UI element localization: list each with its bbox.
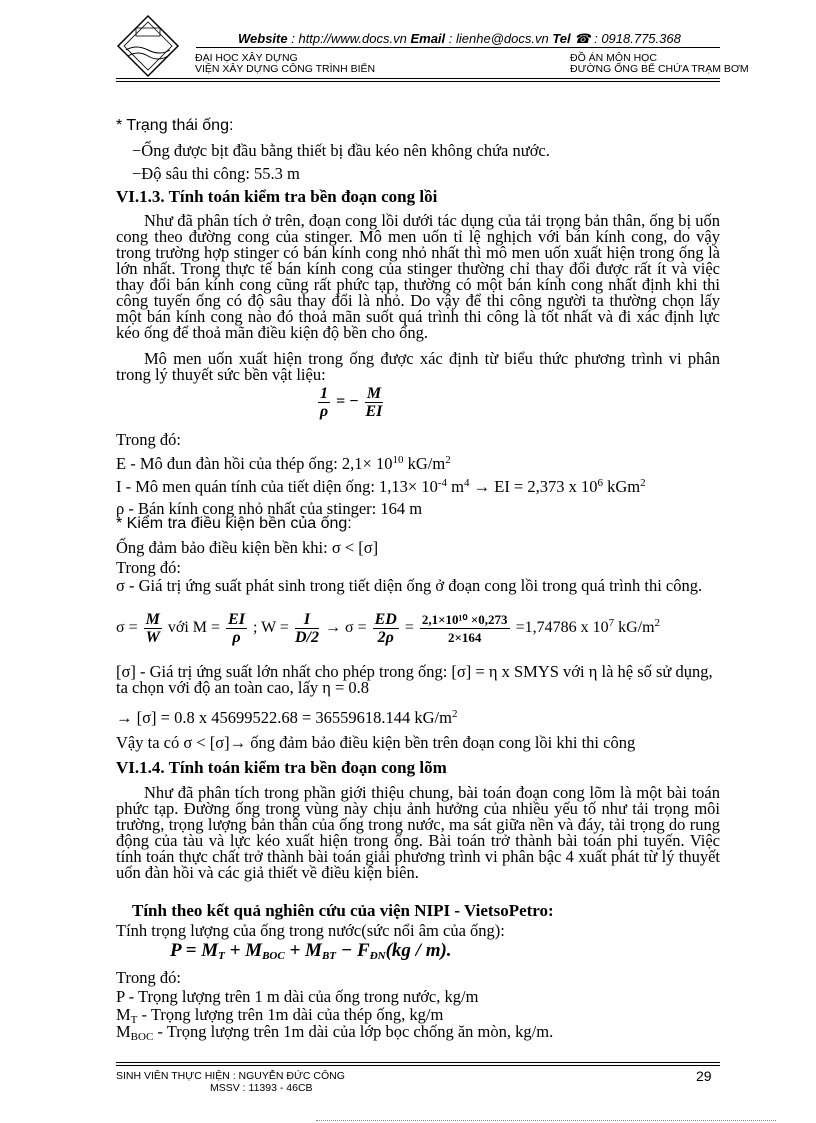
where-label-3: Trong đó: bbox=[116, 968, 181, 987]
equation-stress bbox=[116, 611, 660, 646]
eq3-minus: − F bbox=[336, 940, 370, 961]
allowable-calc-exponent: 2 bbox=[451, 708, 458, 720]
mboc-symbol: M bbox=[116, 1022, 131, 1041]
eq3-plus-1: + M bbox=[224, 940, 263, 961]
header-right bbox=[570, 53, 749, 75]
eq2-result: =1,74786 x 10 bbox=[515, 619, 609, 637]
eq2-f5-numerator: 2,1×10¹⁰ ×0,273 bbox=[421, 612, 508, 627]
modulus-exponent: 10 bbox=[392, 454, 404, 466]
phone-icon: ☎ bbox=[574, 31, 591, 46]
institute-name: VIỆN XÂY DỰNG CÔNG TRÌNH BIỂN bbox=[195, 63, 376, 75]
eq2-f3-denominator: D/2 bbox=[294, 629, 319, 646]
concave-paragraph: Như đã phân tích trong phần giới thiệu chung, bài toán đoạn cong lõm là một bài toán phức tạp. Đường ống trong vùng này chịu ảnh hưởng của nhiều yếu tố như tải trọng môi trường, trọng lượng bản thân của ống trong nước, ma sát giữa nền và đáy, tải trọng do rung động của tàu và lực kéo xuất hiện trong ống. Bài toán trở thành bài toán phi tuyến. Việc tính toán thực chất trở thành bài toán giải phương trình vi phân bậc 4 xuất phát từ lý thuyết uốn đàn hồi và các giả thiết về điều kiện biên. bbox=[116, 783, 720, 882]
inertia-text: I - Mô men quán tính của tiết diện ống: 1,13× 10 bbox=[116, 477, 438, 496]
header-divider-b bbox=[116, 81, 720, 82]
section-heading-convex: VI.1.3. Tính toán kiểm tra bền đoạn cong lồi bbox=[116, 187, 438, 206]
footer-divider-b bbox=[116, 1065, 720, 1066]
inertia-unit-exponent: 4 bbox=[463, 477, 470, 489]
where-label-2: Trong đó: bbox=[116, 558, 181, 577]
eq2-with-m: với M = bbox=[167, 619, 221, 637]
eq3-sub-boc: BOC bbox=[262, 950, 285, 962]
website-value[interactable]: : http://www.docs.vn bbox=[291, 31, 407, 46]
mt-subscript: T bbox=[130, 1014, 138, 1026]
eq2-f2-numerator: EI bbox=[228, 611, 245, 628]
modulus-unit-exponent: 2 bbox=[445, 454, 451, 466]
convex-paragraph-2: Mô men uốn xuất hiện trong ống được xác định từ biểu thức phương trình vi phân trong lý thuyết sức bền vật liệu: bbox=[116, 349, 720, 384]
eq3-p: P = M bbox=[170, 940, 219, 961]
eq2-arrow: → σ = bbox=[324, 619, 367, 637]
eq2-f4-numerator: ED bbox=[374, 611, 397, 628]
eq2-f3-numerator: I bbox=[295, 611, 319, 629]
ei-unit: kGm bbox=[603, 477, 641, 496]
inertia-unit: m bbox=[447, 477, 464, 496]
mt-text: - Trọng lượng trên 1m dài của thép ống, kg/m bbox=[137, 1005, 444, 1024]
eq2-f4-denominator: 2ρ bbox=[377, 629, 394, 646]
mboc-text: - Trọng lượng trên 1m dài của lớp bọc chống ăn mòn, kg/m. bbox=[153, 1022, 554, 1041]
eq3-plus-2: + M bbox=[284, 940, 322, 961]
eq2-f5-denominator: 2×164 bbox=[448, 630, 482, 645]
eq2-equals: = bbox=[404, 619, 414, 637]
page-number: 29 bbox=[696, 1068, 712, 1084]
ei-exponent: 6 bbox=[597, 477, 603, 489]
weight-intro: Tính trọng lượng của ống trong nước(sức nổi âm của ống): bbox=[116, 921, 505, 940]
strength-check-heading: * Kiểm tra điều kiện bền của ống: bbox=[116, 515, 352, 532]
allowable-stress-definition: [σ] - Giá trị ứng suất lớn nhất cho phép trong ống: [σ] = η x SMYS với η là hệ số sử dụng, ta chọn với độ an toàn cao, lấy η = 0.8 bbox=[116, 662, 713, 697]
convex-paragraph-1: Như đã phân tích ở trên, đoạn cong lồi dưới tác dụng của tải trọng bản thân, ống bị uốn cong theo đường cong của stinger. Mô men uốn tỉ lệ nghịch với bán kính cong, do vậy trong trường hợp stinger có bán kính cong nhỏ nhất thì mô men uốn xuất hiện trong ống là lớn nhất. Trong thực tế bán kính cong của stinger thường chỉ thay đổi được rất ít và việc thay đổi bán kính cong cũng rất phức tạp, thường có một bán kính cong nhất định khi thi công tuyến ống có độ sâu thay đổi là nhỏ. Do vậy để thi công người ta thường chọn lấy một bán kính cong nào đó thoả mãn suốt quá trình thi công là tốt nhất và đi xác định lực kéo ống để thoả mãn điều kiện độ bền cho ống. bbox=[116, 211, 720, 342]
email-label: Email bbox=[410, 31, 446, 46]
eq2-sigma: σ = bbox=[116, 619, 138, 637]
eq3-sub-dn: ĐN bbox=[369, 950, 386, 962]
eq3-sub-bt: BT bbox=[321, 950, 337, 962]
website-contact-line bbox=[238, 31, 681, 47]
eq1-rhs-denominator: EI bbox=[365, 403, 383, 420]
footer-dotted-rule bbox=[316, 1120, 776, 1121]
ei-text: → EI = 2,373 x 10 bbox=[469, 477, 598, 496]
header-divider-a bbox=[116, 78, 720, 79]
modulus-unit: kG/m bbox=[403, 454, 446, 473]
stress-definition: σ - Giá trị ứng suất phát sinh trong tiết diện ống ở đoạn cong lồi trong quá trình thi công. bbox=[116, 576, 703, 595]
eq2-f1-denominator: W bbox=[145, 629, 160, 646]
inertia-definition bbox=[116, 477, 646, 497]
section-heading-concave: VI.1.4. Tính toán kiểm tra bền đoạn cong lõm bbox=[116, 758, 447, 777]
footer-student-info bbox=[116, 1070, 345, 1094]
website-label: Website bbox=[238, 31, 288, 46]
email-value[interactable]: : lienhe@docs.vn bbox=[448, 31, 549, 46]
convex-conclusion: Vậy ta có σ < [σ]→ ống đảm bảo điều kiện bền trên đoạn cong lồi khi thi công bbox=[116, 733, 636, 752]
allowable-stress-calc bbox=[116, 708, 457, 728]
where-label-1: Trong đó: bbox=[116, 430, 181, 449]
eq2-result-unit: kG/m bbox=[614, 619, 655, 637]
eq3-sub-t: T bbox=[218, 950, 225, 962]
header-left bbox=[195, 53, 375, 75]
eq2-w: ; W = bbox=[252, 619, 289, 637]
university-logo bbox=[116, 14, 180, 78]
ei-unit-exponent: 2 bbox=[640, 477, 646, 489]
mboc-definition bbox=[116, 1022, 553, 1042]
tel-label: Tel bbox=[552, 31, 571, 46]
student-name: SINH VIÊN THỰC HIỆN : NGUYỄN ĐỨC CÔNG bbox=[116, 1070, 345, 1082]
modulus-definition bbox=[116, 454, 451, 474]
strength-condition: Ống đảm bảo điều kiện bền khi: σ < [σ] bbox=[116, 538, 379, 557]
university-name: ĐẠI HỌC XÂY DỰNG bbox=[195, 52, 298, 64]
eq2-f2-denominator: ρ bbox=[232, 629, 241, 646]
eq1-sign: = − bbox=[336, 393, 359, 411]
header-divider-top bbox=[196, 47, 720, 48]
radius-definition: ρ - Bán kính cong nhỏ nhất của stinger: 164 m bbox=[116, 499, 423, 518]
eq2-f1-numerator: M bbox=[145, 611, 160, 628]
eq1-rhs-numerator: M bbox=[366, 385, 382, 402]
eq2-result-unit-exponent: 2 bbox=[654, 617, 661, 630]
eq3-unit: (kg / m). bbox=[385, 940, 452, 961]
allowable-calc-text: → [σ] = 0.8 x 45699522.68 = 36559618.144 kG/m bbox=[116, 708, 452, 727]
equation-weight bbox=[170, 940, 452, 962]
pipe-state-line-2: −Độ sâu thi công: 55.3 m bbox=[132, 164, 300, 183]
mt-symbol: M bbox=[116, 1005, 131, 1024]
eq2-result-exponent: 7 bbox=[608, 617, 615, 630]
project-type: ĐỒ ÁN MÔN HỌC bbox=[570, 52, 657, 64]
project-title: ĐƯỜNG ỐNG BỂ CHỨA TRẠM BƠM bbox=[570, 63, 749, 75]
pipe-state-line-1: −Ống được bịt đầu bằng thiết bị đầu kéo nên không chứa nước. bbox=[132, 141, 550, 160]
mboc-subscript: BOC bbox=[130, 1031, 154, 1043]
nipi-heading: Tính theo kết quả nghiên cứu của viện NIPI - VietsoPetro: bbox=[132, 901, 554, 920]
tel-value: : 0918.775.368 bbox=[594, 31, 681, 46]
equation-curvature bbox=[316, 385, 385, 420]
inertia-exponent: -4 bbox=[437, 477, 448, 489]
eq1-numerator: 1 bbox=[320, 385, 328, 402]
modulus-text: E - Mô đun đàn hồi của thép ống: 2,1× 10 bbox=[116, 454, 393, 473]
footer-divider-a bbox=[116, 1062, 720, 1063]
eq1-denominator: ρ bbox=[319, 403, 329, 420]
p-definition: P - Trọng lượng trên 1 m dài của ống trong nước, kg/m bbox=[116, 987, 479, 1006]
pipe-state-heading: * Trạng thái ống: bbox=[116, 117, 234, 134]
student-id: MSSV : 11393 - 46CB bbox=[210, 1082, 313, 1094]
